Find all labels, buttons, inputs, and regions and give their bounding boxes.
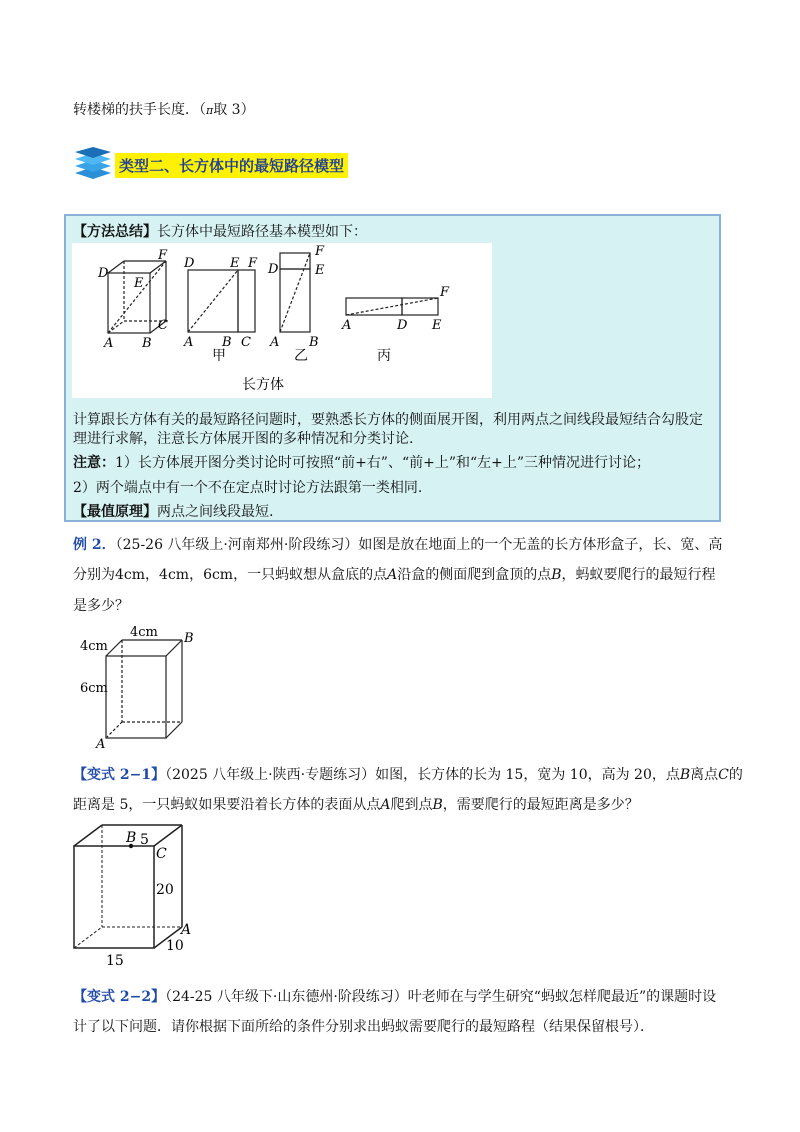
bing-label-a: A: [342, 318, 352, 333]
sep-2: ，: [189, 567, 204, 583]
jia-label-a: A: [184, 335, 194, 350]
fig-label-c: C: [156, 846, 167, 862]
variant21-text-2a: 距离是 5，一只蚂蚁如果要沿着长方体的表面从点: [73, 797, 381, 813]
jia-label-f: F: [248, 256, 258, 271]
dim-height: 6cm: [203, 567, 234, 583]
method-para-line-2: 理进行求解，注意长方体展开图的多种情况和分类讨论.: [73, 431, 414, 447]
intro-tail: 取 3）: [213, 102, 255, 118]
fig-label-b: B: [126, 830, 137, 846]
pi-symbol: π: [206, 104, 214, 117]
example2-mid: 沿盒的侧面爬到盒顶的点: [397, 567, 552, 583]
variant21-mid: 离点: [690, 767, 719, 783]
example2-pre: 分别为: [73, 567, 115, 583]
principle-line: [73, 501, 273, 521]
variant21-pre: （2025 八年级上·陕西·专题练习）如图，长方体的长为 15，宽为 10，高为 20，点: [165, 767, 680, 783]
section-header: [73, 147, 373, 181]
label-point-b: B: [184, 631, 194, 646]
example2-text-1: （25-26 八年级上·河南郑州·阶段练习）如图是放在地面上的一个无盖的长方体形盒子，长、宽、高: [115, 537, 723, 553]
bing-label-f: F: [440, 285, 450, 300]
example2-line-1: [73, 534, 722, 554]
bing-drawing: [346, 298, 438, 315]
yi-label-d: D: [268, 262, 279, 277]
example2-post: ，一只蚂蚁想从盒底的点: [233, 567, 388, 583]
cuboid-models-figure: [72, 243, 492, 398]
variant22-line-1: [73, 986, 716, 1006]
variant21-box-figure: [68, 822, 208, 968]
section-title: 类型二、长方体中的最短路径模型: [115, 153, 348, 178]
jia-label-c: C: [241, 335, 251, 350]
label-left-6cm: 6cm: [80, 681, 108, 696]
bing-label-e: E: [432, 318, 442, 333]
example2-line-3: 是多少？: [73, 598, 129, 614]
fig-label-20: 20: [156, 882, 174, 898]
jia-label-b: B: [222, 335, 232, 350]
jia-label-e: E: [230, 256, 240, 271]
variant21-point-a: A: [380, 797, 391, 813]
variant21-line-2: [73, 794, 639, 814]
method-para-line-1: 计算跟长方体有关的最短路径问题时，要熟悉长方体的侧面展开图，利用两点之间线段最短结合勾股定: [73, 412, 703, 428]
point-b: B: [551, 567, 562, 583]
cuboid-label-f: F: [158, 248, 168, 263]
cuboid-label-a: A: [104, 336, 114, 351]
method-summary-line: [73, 221, 367, 241]
bing-label-d: D: [397, 318, 408, 333]
example2-line-2: [73, 564, 716, 584]
variant21-point-b: B: [679, 767, 691, 783]
principle-tag: 【最值原理】: [73, 504, 157, 520]
intro-line: [73, 99, 255, 119]
yi-label-e: E: [315, 263, 325, 278]
variant21-line-1: [73, 764, 743, 784]
yi-caption: 乙: [294, 348, 308, 364]
variant21-text-2c: ，需要爬行的最短距离是多少？: [442, 797, 639, 813]
cuboid-figure-panel: [72, 243, 492, 398]
note-line-1: [73, 452, 650, 472]
example2-tag: 例 2．: [73, 537, 116, 553]
principle-text: 两点之间线段最短.: [157, 504, 274, 520]
jia-label-d: D: [184, 256, 195, 271]
variant21-tag: 【变式 2−1】: [73, 767, 166, 783]
example2-end: ，蚂蚁要爬行的最短行程: [561, 567, 716, 583]
dim-length: 4cm: [115, 567, 146, 583]
label-point-a: A: [96, 737, 106, 748]
cuboid-label-d: D: [98, 266, 109, 281]
fig-label-10: 10: [166, 938, 184, 954]
note-text-1: 1）长方体展开图分类讨论时可按照“前+右”、“前+上”和“左+上”三种情况进行讨论；: [115, 455, 651, 471]
yi-label-a: A: [270, 335, 280, 350]
cuboid-label-b: B: [142, 336, 152, 351]
yi-drawing: [280, 253, 310, 332]
variant22-text-1: （24-25 八年级下·山东德州·阶段练习）叶老师在与学生研究“蚂蚁怎样爬最近”的课题时设: [165, 989, 717, 1005]
intro-text: 转楼梯的扶手长度．（: [73, 102, 206, 118]
jia-drawing: [188, 270, 255, 332]
note-line-2: 2）两个端点中有一个不在定点时讨论方法跟第一类相同.: [73, 480, 423, 496]
yi-label-f: F: [315, 244, 325, 259]
variant22-line-2: 计了以下问题．请你根据下面所给的条件分别求出蚂蚁需要爬行的最短路程（结果保留根号）．: [73, 1019, 654, 1035]
label-left-4cm: 4cm: [80, 639, 108, 654]
yi-label-b: B: [309, 335, 319, 350]
variant21-point-c: C: [718, 767, 729, 783]
fig-label-5: 5: [140, 832, 149, 848]
label-top-4cm: 4cm: [130, 625, 158, 640]
variant22-tag: 【变式 2−2】: [73, 989, 166, 1005]
point-a: A: [387, 567, 398, 583]
sep-1: ，: [145, 567, 160, 583]
variant21-end: 的: [728, 767, 743, 783]
cuboid-label-e: E: [134, 276, 144, 291]
bing-caption: 丙: [377, 348, 391, 364]
method-summary-text: 长方体中最短路径基本模型如下：: [157, 224, 367, 240]
fig-label-a: A: [181, 922, 192, 938]
example2-box-figure: [78, 620, 208, 748]
dim-width: 4cm: [159, 567, 190, 583]
figure-caption: 长方体: [242, 377, 284, 393]
cuboid-label-c: C: [158, 318, 168, 333]
example2-box-drawing: [106, 640, 182, 738]
jia-caption: 甲: [212, 348, 226, 364]
variant21-point-b2: B: [432, 797, 443, 813]
fig-label-15: 15: [106, 953, 124, 968]
note-tag: 注意：: [73, 455, 115, 471]
variant21-text-2b: 爬到点: [390, 797, 433, 813]
method-summary-tag: 【方法总结】: [73, 224, 157, 240]
books-icon: [73, 147, 113, 181]
